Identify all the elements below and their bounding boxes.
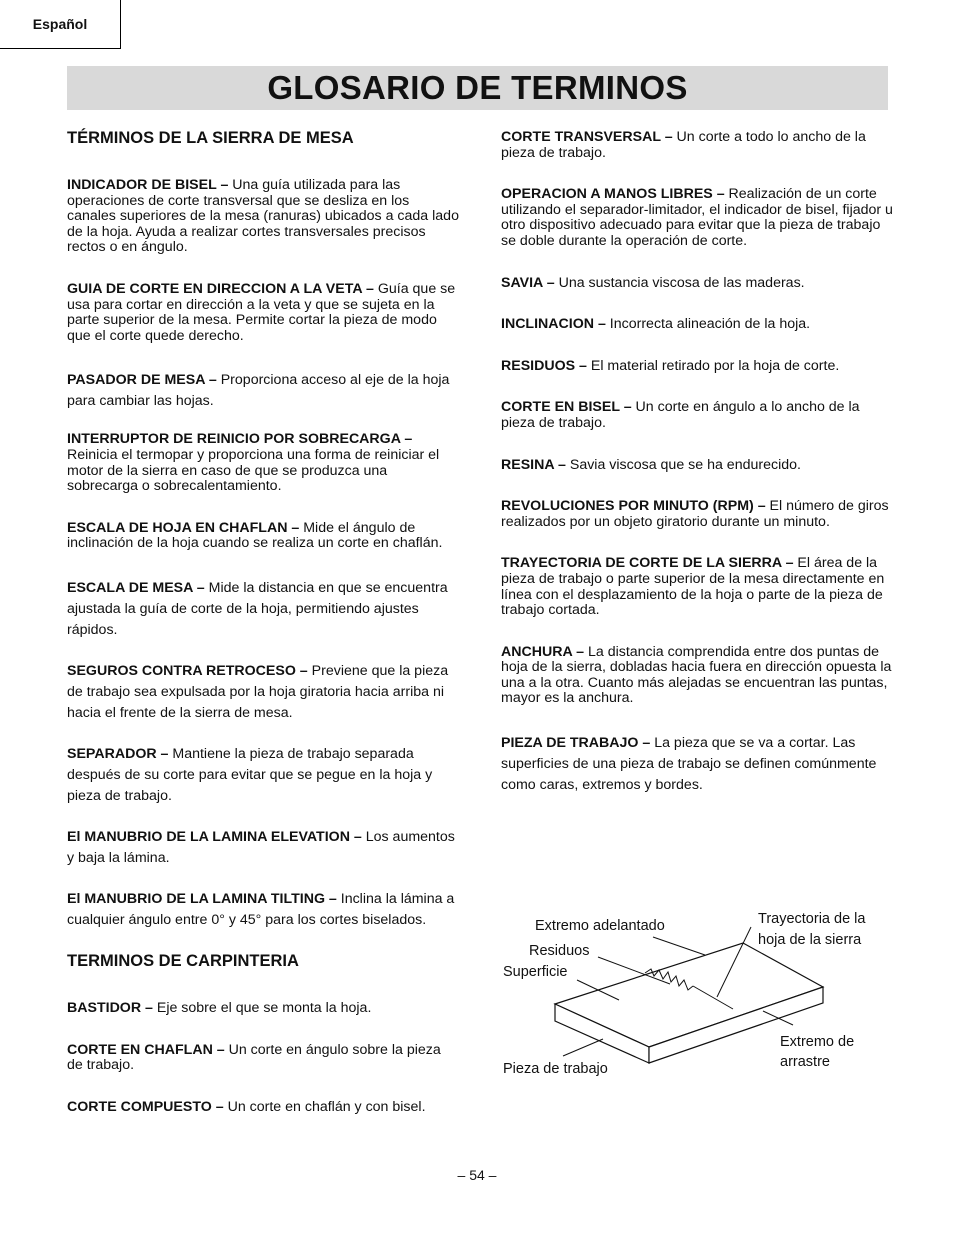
glossary-entry bbox=[501, 359, 893, 375]
glossary-entry bbox=[501, 645, 893, 707]
glossary-term: INTERRUPTOR DE REINICIO POR SOBRECARGA – bbox=[67, 431, 413, 448]
glossary-term: CORTE COMPUESTO – bbox=[67, 1098, 224, 1115]
glossary-entry bbox=[67, 744, 459, 807]
glossary-term: GUIA DE CORTE EN DIRECCION A LA VETA – bbox=[67, 280, 374, 297]
glossary-definition: Un corte en ángulo sobre la pieza de trabajo. bbox=[67, 1041, 441, 1074]
label-waste: Residuos bbox=[529, 943, 590, 959]
glossary-definition: La pieza que se va a cortar. Las superficies de una pieza de trabajo se definen comúnmente como caras, extremos y bordes. bbox=[501, 735, 877, 794]
glossary-definition: Mide la distancia en que se encuentra ajustada la guía de corte de la hoja, permitiendo ajustes rápidos. bbox=[67, 579, 448, 638]
glossary-definition: Previene que la pieza de trabajo sea expulsada por la hoja giratoria hacia arriba ni hacia el frente de la sierra de mesa. bbox=[67, 662, 449, 721]
glossary-definition: Una guía utilizada para las operaciones de corte transversal que se desliza en los canales superiores de la mesa (ranuras) ubicados a cada lado de la hoja. Ayuda a realizar cortes transversales precisos rectos o en ángulo. bbox=[67, 177, 459, 256]
glossary-entry bbox=[67, 1001, 459, 1017]
glossary-definition: Proporciona acceso al eje de la hoja para cambiar las hojas. bbox=[67, 372, 450, 410]
page-title: GLOSARIO DE TERMINOS bbox=[267, 69, 688, 106]
glossary-term: INCLINACION – bbox=[501, 316, 606, 333]
section-title-carpentry: TERMINOS DE CARPINTERIA bbox=[67, 951, 299, 970]
glossary-entry bbox=[67, 282, 459, 344]
glossary-entry bbox=[501, 458, 893, 474]
glossary-definition: El número de giros realizados por un objeto giratorio durante un minuto. bbox=[501, 498, 889, 530]
glossary-definition: La distancia comprendida entre dos puntas de hoja de la sierra, dobladas hacia fuera en dirección opuesta la una a la otra. Cuanto más alejadas se encuentran las puntas, mayor es la anchura. bbox=[501, 643, 892, 707]
glossary-definition: Eje sobre el que se monta la hoja. bbox=[152, 999, 372, 1016]
glossary-term: TRAYECTORIA DE CORTE DE LA SIERRA – bbox=[501, 555, 794, 572]
glossary-definition: Guía que se usa para cortar en dirección a la veta y que se sujeta en la parte superior de la mesa. Permite cortar la pieza de modo que el corte quede derecho. bbox=[67, 280, 456, 344]
glossary-term: El MANUBRIO DE LA LAMINA ELEVATION – bbox=[67, 828, 362, 845]
glossary-definition: Un corte en ángulo a lo ancho de la pieza de trabajo. bbox=[501, 399, 860, 431]
workpiece-diagram bbox=[495, 900, 895, 1090]
label-kerf-line1: Trayectoria de la bbox=[758, 911, 866, 927]
label-surface: Superficie bbox=[503, 964, 568, 980]
glossary-definition: Una sustancia viscosa de las maderas. bbox=[554, 274, 805, 291]
leader-workpiece bbox=[563, 1039, 603, 1056]
glossary-term: SAVIA – bbox=[501, 274, 555, 291]
glossary-term: CORTE EN CHAFLAN – bbox=[67, 1041, 225, 1058]
glossary-term: El MANUBRIO DE LA LAMINA TILTING – bbox=[67, 890, 337, 907]
glossary-definition: Realización de un corte utilizando el separador-limitador, el indicador de bisel, fijador u otro dispositivo adecuado para evitar que la pieza de trabajo se doble durante la operación de corte. bbox=[501, 186, 893, 249]
language-tab: Español bbox=[0, 0, 121, 49]
glossary-term: PIEZA DE TRABAJO – bbox=[501, 735, 651, 752]
title-banner bbox=[67, 66, 888, 110]
glossary-term: PASADOR DE MESA – bbox=[67, 372, 217, 389]
glossary-entry bbox=[67, 370, 459, 412]
glossary-entry bbox=[67, 432, 459, 494]
glossary-definition: Incorrecta alineación de la hoja. bbox=[605, 316, 811, 333]
glossary-term: SEPARADOR – bbox=[67, 745, 169, 762]
glossary-entry bbox=[67, 1100, 459, 1116]
glossary-term: OPERACION A MANOS LIBRES – bbox=[501, 186, 725, 203]
label-kerf-line2: hoja de la sierra bbox=[758, 932, 862, 948]
glossary-definition: El material retirado por la hoja de corte. bbox=[586, 357, 840, 374]
glossary-term: INDICADOR DE BISEL – bbox=[67, 177, 229, 193]
glossary-definition: Un corte a todo lo ancho de la pieza de trabajo. bbox=[501, 129, 866, 161]
label-workpiece: Pieza de trabajo bbox=[503, 1061, 608, 1077]
glossary-definition: Un corte en chaflán y con bisel. bbox=[223, 1098, 426, 1115]
label-trailing-line1: Extremo de bbox=[780, 1034, 855, 1050]
glossary-definition: Reinicia el termopar y proporciona una forma de reiniciar el motor de la sierra en caso de que se produzca una sobrecarga o sobrecalentamiento. bbox=[67, 446, 440, 495]
section-title-table-saw: TÉRMINOS DE LA SIERRA DE MESA bbox=[67, 129, 354, 147]
glossary-entry bbox=[67, 521, 459, 552]
glossary-definition: Mantiene la pieza de trabajo separada después de su corte para evitar que se pegue en la hoja y pieza de trabajo. bbox=[67, 745, 433, 804]
left-column bbox=[67, 128, 459, 1141]
glossary-term: REVOLUCIONES POR MINUTO (RPM) – bbox=[501, 498, 766, 515]
glossary-definition: Los aumentos y baja la lámina. bbox=[67, 828, 455, 866]
glossary-entry bbox=[501, 317, 893, 333]
glossary-entry bbox=[67, 827, 459, 869]
glossary-term: RESIDUOS – bbox=[501, 357, 587, 374]
glossary-definition: El área de la pieza de trabajo o parte superior de la mesa directamente en línea con el desplazamiento de la hoja o parte de la pieza de trabajo cortada. bbox=[501, 555, 885, 619]
glossary-entry bbox=[501, 499, 893, 530]
glossary-entry bbox=[501, 276, 893, 292]
glossary-entry bbox=[67, 661, 459, 724]
glossary-entry bbox=[501, 556, 893, 618]
label-trailing-line2: arrastre bbox=[780, 1054, 830, 1070]
label-leading-end: Extremo adelantado bbox=[535, 918, 665, 934]
right-column bbox=[501, 130, 893, 816]
glossary-entry bbox=[67, 178, 459, 256]
glossary-entry bbox=[67, 578, 459, 641]
glossary-term: ESCALA DE MESA – bbox=[67, 579, 205, 596]
glossary-entry bbox=[501, 187, 893, 249]
glossary-term: ANCHURA – bbox=[501, 643, 585, 660]
glossary-term: BASTIDOR – bbox=[67, 999, 153, 1016]
glossary-term: CORTE EN BISEL – bbox=[501, 399, 632, 416]
glossary-term: ESCALA DE HOJA EN CHAFLAN – bbox=[67, 519, 300, 536]
leader-leading-end bbox=[653, 937, 705, 955]
glossary-term: SEGUROS CONTRA RETROCESO – bbox=[67, 662, 308, 679]
glossary-definition: Savia viscosa que se ha endurecido. bbox=[565, 456, 801, 473]
glossary-entry bbox=[67, 1043, 459, 1074]
glossary-entry bbox=[501, 733, 893, 796]
glossary-definition: Mide el ángulo de inclinación de la hoja cuando se realiza un corte en chaflán. bbox=[67, 519, 443, 552]
page-number: – 54 – bbox=[457, 1167, 497, 1183]
glossary-entry bbox=[67, 889, 459, 931]
glossary-entry bbox=[501, 130, 893, 161]
glossary-term: RESINA – bbox=[501, 456, 566, 473]
glossary-term: CORTE TRANSVERSAL – bbox=[501, 129, 673, 145]
glossary-definition: Inclina la lámina a cualquier ángulo entre 0° y 45° para los cortes biselados. bbox=[67, 890, 455, 928]
glossary-entry bbox=[501, 400, 893, 431]
